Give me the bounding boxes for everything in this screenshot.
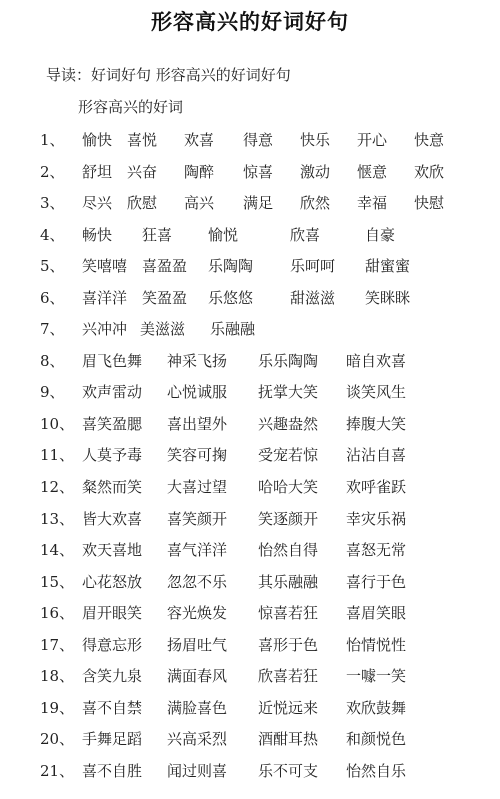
- word-entry: 欢呼雀跃: [346, 478, 407, 497]
- word-entry: 乐乐陶陶: [258, 351, 319, 370]
- word-entry: 喜眉笑眼: [346, 604, 407, 623]
- item-number: 9、: [40, 383, 65, 402]
- word-entry: 欣然: [300, 194, 331, 213]
- word-entry: 陶醉: [184, 162, 215, 181]
- word-entry: 眉开眼笑: [82, 604, 143, 623]
- list-item: [0, 723, 500, 755]
- word-entry: 喜行于色: [346, 572, 407, 591]
- list-item: [0, 629, 500, 661]
- word-entry: 扬眉吐气: [167, 635, 228, 654]
- word-entry: 哈哈大笑: [258, 478, 319, 497]
- word-entry: 大喜过望: [167, 478, 228, 497]
- word-entry: 受宠若惊: [258, 446, 319, 465]
- word-entry: 狂喜: [142, 225, 173, 244]
- word-entry: 乐悠悠: [208, 288, 254, 307]
- word-entry: 怡然自乐: [346, 761, 407, 780]
- word-entry: 喜不自禁: [82, 698, 143, 717]
- word-entry: 笑逐颜开: [258, 509, 319, 528]
- item-number: 6、: [40, 288, 65, 307]
- item-number: 20、: [40, 730, 75, 749]
- list-item: [0, 534, 500, 566]
- item-number: 21、: [40, 761, 75, 780]
- item-number: 17、: [40, 635, 75, 654]
- list-item: [0, 692, 500, 724]
- word-entry: 欢声雷动: [82, 383, 143, 402]
- word-entry: 喜盈盈: [142, 257, 188, 276]
- word-entry: 其乐融融: [258, 572, 319, 591]
- word-entry: 乐融融: [210, 320, 256, 339]
- list-item: [0, 755, 500, 787]
- item-number: 4、: [40, 225, 65, 244]
- item-number: 3、: [40, 194, 65, 213]
- page-title: 形容高兴的好词好句: [151, 10, 349, 34]
- word-entry: 心花怒放: [82, 572, 143, 591]
- word-entry: 欢欣: [414, 162, 445, 181]
- item-number: 15、: [40, 572, 75, 591]
- word-entry: 一噱一笑: [346, 667, 407, 686]
- word-entry: 欢喜: [184, 131, 215, 149]
- item-number: 5、: [40, 257, 65, 276]
- word-entry: 喜笑盈腮: [82, 414, 143, 433]
- word-entry: 得意: [243, 131, 274, 149]
- word-entry: 笑嘻嘻: [82, 257, 128, 276]
- item-number: 7、: [40, 320, 65, 339]
- word-entry: 含笑九泉: [82, 667, 143, 686]
- word-entry: 闻过则喜: [167, 761, 228, 780]
- list-item: [0, 566, 500, 598]
- word-entry: 美滋滋: [140, 320, 186, 339]
- word-entry: 满面春风: [167, 667, 228, 686]
- word-entry: 容光焕发: [167, 604, 228, 623]
- list-item: [0, 660, 500, 692]
- list-item: [0, 124, 500, 156]
- item-number: 12、: [40, 478, 75, 497]
- word-entry: 高兴: [184, 194, 215, 213]
- list-item: [0, 219, 500, 251]
- list-item: [0, 376, 500, 408]
- list-item: [0, 439, 500, 471]
- word-entry: 眉飞色舞: [82, 351, 143, 370]
- word-entry: 兴冲冲: [82, 320, 128, 339]
- word-entry: 快意: [414, 131, 445, 149]
- list-item: [0, 282, 500, 314]
- word-entry: 和颜悦色: [346, 730, 407, 749]
- word-entry: 喜出望外: [167, 414, 228, 433]
- word-entry: 笑盈盈: [142, 288, 188, 307]
- word-entry: 怡情悦性: [346, 635, 407, 654]
- word-entry: 喜悦: [127, 131, 158, 149]
- word-entry: 抚掌大笑: [258, 383, 319, 402]
- word-entry: 喜笑颜开: [167, 509, 228, 528]
- item-number: 13、: [40, 509, 75, 528]
- word-entry: 喜洋洋: [82, 288, 128, 307]
- word-entry: 愉悦: [208, 225, 239, 244]
- word-entry: 甜滋滋: [290, 288, 336, 307]
- word-entry: 尽兴: [82, 194, 113, 213]
- word-entry: 暗自欢喜: [346, 351, 407, 370]
- word-entry: 自豪: [365, 225, 396, 244]
- list-item: [0, 503, 500, 535]
- list-item: [0, 250, 500, 282]
- word-entry: 惬意: [357, 162, 388, 181]
- list-item: [0, 313, 500, 345]
- word-entry: 乐陶陶: [208, 257, 254, 276]
- word-entry: 甜蜜蜜: [365, 257, 411, 276]
- word-entry: 谈笑风生: [346, 383, 407, 402]
- word-entry: 神采飞扬: [167, 351, 228, 370]
- word-entry: 怡然自得: [258, 541, 319, 560]
- item-number: 8、: [40, 351, 65, 370]
- word-entry: 激动: [300, 162, 331, 181]
- word-entry: 愉快: [82, 131, 113, 149]
- word-entry: 手舞足蹈: [82, 730, 143, 749]
- word-entry: 幸灾乐祸: [346, 509, 407, 528]
- word-entry: 快慰: [414, 194, 445, 213]
- item-number: 14、: [40, 541, 75, 560]
- word-entry: 快乐: [300, 131, 331, 149]
- word-entry: 近悦远来: [258, 698, 319, 717]
- word-entry: 粲然而笑: [82, 478, 143, 497]
- word-entry: 忽忽不乐: [167, 572, 228, 591]
- word-entry: 酒酣耳热: [258, 730, 319, 749]
- item-number: 11、: [40, 446, 75, 465]
- word-entry: 欣慰: [127, 194, 158, 213]
- word-entry: 捧腹大笑: [346, 414, 407, 433]
- word-list: [0, 124, 500, 786]
- list-item: [0, 408, 500, 440]
- word-entry: 喜怒无常: [346, 541, 407, 560]
- word-entry: 人莫予毒: [82, 446, 143, 465]
- item-number: 2、: [40, 162, 65, 181]
- intro-text: 导读：好词好句 形容高兴的好词好句: [46, 66, 291, 84]
- word-entry: 兴奋: [127, 162, 158, 181]
- word-entry: 心悦诚服: [167, 383, 228, 402]
- word-entry: 满足: [243, 194, 274, 213]
- item-number: 19、: [40, 698, 75, 717]
- word-entry: 满脸喜色: [167, 698, 228, 717]
- word-entry: 喜形于色: [258, 635, 319, 654]
- section-subtitle: 形容高兴的好词: [78, 98, 184, 116]
- word-entry: 兴趣盎然: [258, 414, 319, 433]
- word-entry: 欢天喜地: [82, 541, 143, 560]
- list-item: [0, 597, 500, 629]
- word-entry: 沾沾自喜: [346, 446, 407, 465]
- word-entry: 乐呵呵: [290, 257, 336, 276]
- list-item: [0, 471, 500, 503]
- word-entry: 得意忘形: [82, 635, 143, 654]
- item-number: 1、: [40, 131, 65, 149]
- word-entry: 畅快: [82, 225, 113, 244]
- word-entry: 开心: [357, 131, 388, 149]
- item-number: 16、: [40, 604, 75, 623]
- item-number: 10、: [40, 414, 75, 433]
- word-entry: 皆大欢喜: [82, 509, 143, 528]
- word-entry: 喜不自胜: [82, 761, 143, 780]
- word-entry: 舒坦: [82, 162, 113, 181]
- word-entry: 欣喜若狂: [258, 667, 319, 686]
- item-number: 18、: [40, 667, 75, 686]
- word-entry: 惊喜若狂: [258, 604, 319, 623]
- list-item: [0, 187, 500, 219]
- word-entry: 欣喜: [290, 225, 321, 244]
- word-entry: 喜气洋洋: [167, 541, 228, 560]
- word-entry: 乐不可支: [258, 761, 319, 780]
- list-item: [0, 156, 500, 188]
- list-item: [0, 345, 500, 377]
- word-entry: 笑容可掬: [167, 446, 228, 465]
- word-entry: 笑眯眯: [365, 288, 411, 307]
- word-entry: 幸福: [357, 194, 388, 213]
- word-entry: 惊喜: [243, 162, 274, 181]
- word-entry: 兴高采烈: [167, 730, 228, 749]
- word-entry: 欢欣鼓舞: [346, 698, 407, 717]
